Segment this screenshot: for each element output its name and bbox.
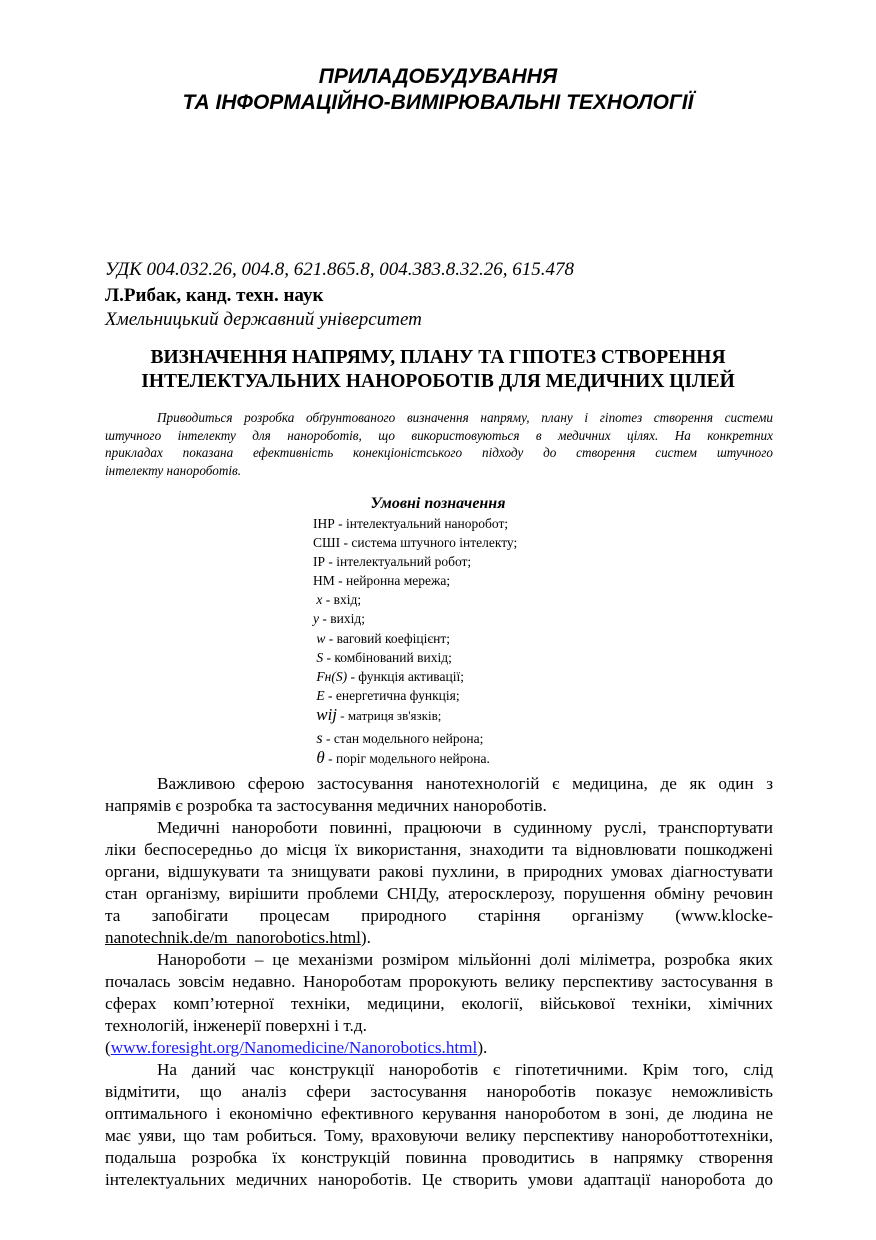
paragraph-1-line: напрямів є розробка та застосування медичних нанороботів. (105, 796, 547, 815)
abstract (105, 409, 773, 479)
journal-section-title (0, 64, 876, 116)
paragraph-3-line: Нанороботи – це механізми розміром мільйонні долі міліметра, розробка яких (157, 950, 773, 969)
abstract-line: інтелекту нанороботів. (105, 462, 242, 478)
notation-text: - вихід; (319, 611, 365, 627)
paragraph-3-line: сферах комп’ютерної техніки, медицини, екології, військової техніки, хімічних (105, 994, 773, 1013)
link-open-paren: ( (105, 1038, 111, 1057)
notation-text: - функція активації; (347, 668, 464, 684)
paragraph-2-line: органи, відшукувати та знищувати ракові пухлини, в природних умовах діагностувати (105, 862, 773, 881)
notation-heading: Умовні позначення (370, 495, 506, 512)
notation-item (313, 629, 517, 648)
paragraph-4-line: відмітити, що аналіз сфери застосування нанороботів показує неможливість (105, 1082, 773, 1101)
notation-symbol: θ (316, 748, 325, 768)
notation-symbol: y (313, 611, 319, 627)
notation-symbol: x (316, 592, 323, 608)
notation-item (313, 667, 517, 686)
foresight-link[interactable]: www.foresight.org/Nanomedicine/Nanorobotics.html (110, 1038, 478, 1057)
notation-symbol: E (316, 687, 325, 703)
udk-code: УДК 004.032.26, 004.8, 621.865.8, 004.383.8.32.26, 615.478 (105, 259, 574, 280)
link-close-paren: ). (477, 1038, 488, 1057)
notation-item (313, 609, 517, 628)
paragraph-2-line (105, 905, 773, 927)
notation-text: - енергетична функція; (324, 687, 460, 703)
paragraph-4-line: подальша розробка їх конструкцій повинна проводитись в напрямку створення (105, 1148, 773, 1167)
abstract-line: прикладах показана ефективність конекціоністського підходу до створення систем штучного (105, 445, 773, 460)
notation-item (313, 729, 517, 748)
notation-text: - поріг модельного нейрона. (324, 751, 490, 767)
body-text (105, 773, 773, 1191)
affiliation: Хмельницький державний університет (105, 309, 422, 330)
notation-text: ІНР - інтелектуальний наноробот; (313, 516, 509, 531)
paragraph-2-line: Медичні нанороботи повинні, працюючи в судинному руслі, транспортувати (157, 818, 773, 837)
paragraph-3-line: технологій, інженерії поверхні і т.д. (105, 1016, 367, 1035)
notation-item (313, 514, 517, 533)
notation-symbol: s (316, 730, 323, 748)
notation-item (313, 648, 517, 667)
notation-text: - матриця зв'язків; (337, 707, 442, 723)
paragraph-2-line (105, 927, 773, 949)
notation-text: - вхід; (322, 592, 362, 608)
paragraph-4-line: інтелектуальних медичних нанороботів. Це створить умови адаптації наноробота до (105, 1170, 773, 1189)
notation-item (313, 590, 517, 609)
paper-title (0, 346, 876, 394)
notation-list (313, 514, 517, 768)
paragraph-3-line: почалась зовсім недавно. Нанороботам пророкують велику перспективу застосування в (105, 972, 773, 991)
paragraph-3-line (105, 1037, 773, 1059)
paragraph-2-end: ). (360, 928, 371, 947)
notation-text: - ваговий коефіцієнт; (325, 630, 451, 646)
paragraph-4-line: На даний час конструкції нанороботів є гіпотетичними. Крім того, слід (157, 1060, 773, 1079)
notation-symbol: Fн(S) (316, 668, 348, 684)
paragraph-2-text: та запобігати процесам природного старіння організму (www.klocke- (105, 906, 773, 925)
klocke-link[interactable]: nanotechnik.de/m_nanorobotics.html (105, 928, 361, 947)
abstract-line: штучного інтелекту для нанороботів, що використовуються в медичних цілях. На конкретних (105, 427, 773, 443)
notation-symbol: wij (316, 704, 338, 724)
abstract-line: Приводиться розробка обґрунтованого визначення напряму, плану і гіпотез створення системи (157, 410, 773, 425)
notation-item (313, 748, 517, 768)
notation-item (313, 686, 517, 705)
paragraph-1-line: Важливою сферою застосування нанотехнологій є медицина, де як один з (157, 774, 773, 793)
notation-item (313, 552, 517, 571)
notation-text: СШІ - система штучного інтелекту; (313, 535, 518, 551)
paper-title-line-1: ВИЗНАЧЕННЯ НАПРЯМУ, ПЛАНУ ТА ГІПОТЕЗ СТВОРЕННЯ (150, 347, 726, 368)
notation-item (313, 571, 517, 590)
section-title-line-1: ПРИЛАДОБУДУВАННЯ (318, 65, 558, 88)
paragraph-2-line: стан організму, вирішити проблеми СНІДу, атеросклерозу, порушення обміну речовин (105, 884, 773, 903)
author: Л.Рибак, канд. техн. наук (105, 285, 324, 306)
section-title-line-2: ТА ІНФОРМАЦІЙНО-ВИМІРЮВАЛЬНІ ТЕХНОЛОГІЇ (182, 91, 694, 114)
notation-item (313, 533, 517, 552)
paragraph-2-line: ліки беспосередньо до місця їх використання, знаходити та відновлювати пошкоджені (105, 840, 773, 859)
notation-symbol: w (316, 630, 326, 646)
notation-text: - комбінований вихід; (323, 649, 452, 665)
paragraph-4-line: оптимального і економічно ефективного керування нанороботом в зоні, де людина не (105, 1104, 773, 1123)
paragraph-4-line: має уяви, що там робиться. Тому, враховуючи велику перспективу нанороботтотехніки, (105, 1126, 773, 1145)
paper-title-line-2: ІНТЕЛЕКТУАЛЬНИХ НАНОРОБОТІВ ДЛЯ МЕДИЧНИХ ЦІЛЕЙ (141, 371, 735, 392)
notation-item (313, 705, 517, 725)
notation-text: НМ - нейронна мережа; (313, 573, 451, 589)
notation-symbol: S (316, 649, 324, 665)
notation-text: - стан модельного нейрона; (322, 731, 484, 747)
notation-text: ІР - інтелектуальний робот; (313, 554, 472, 570)
